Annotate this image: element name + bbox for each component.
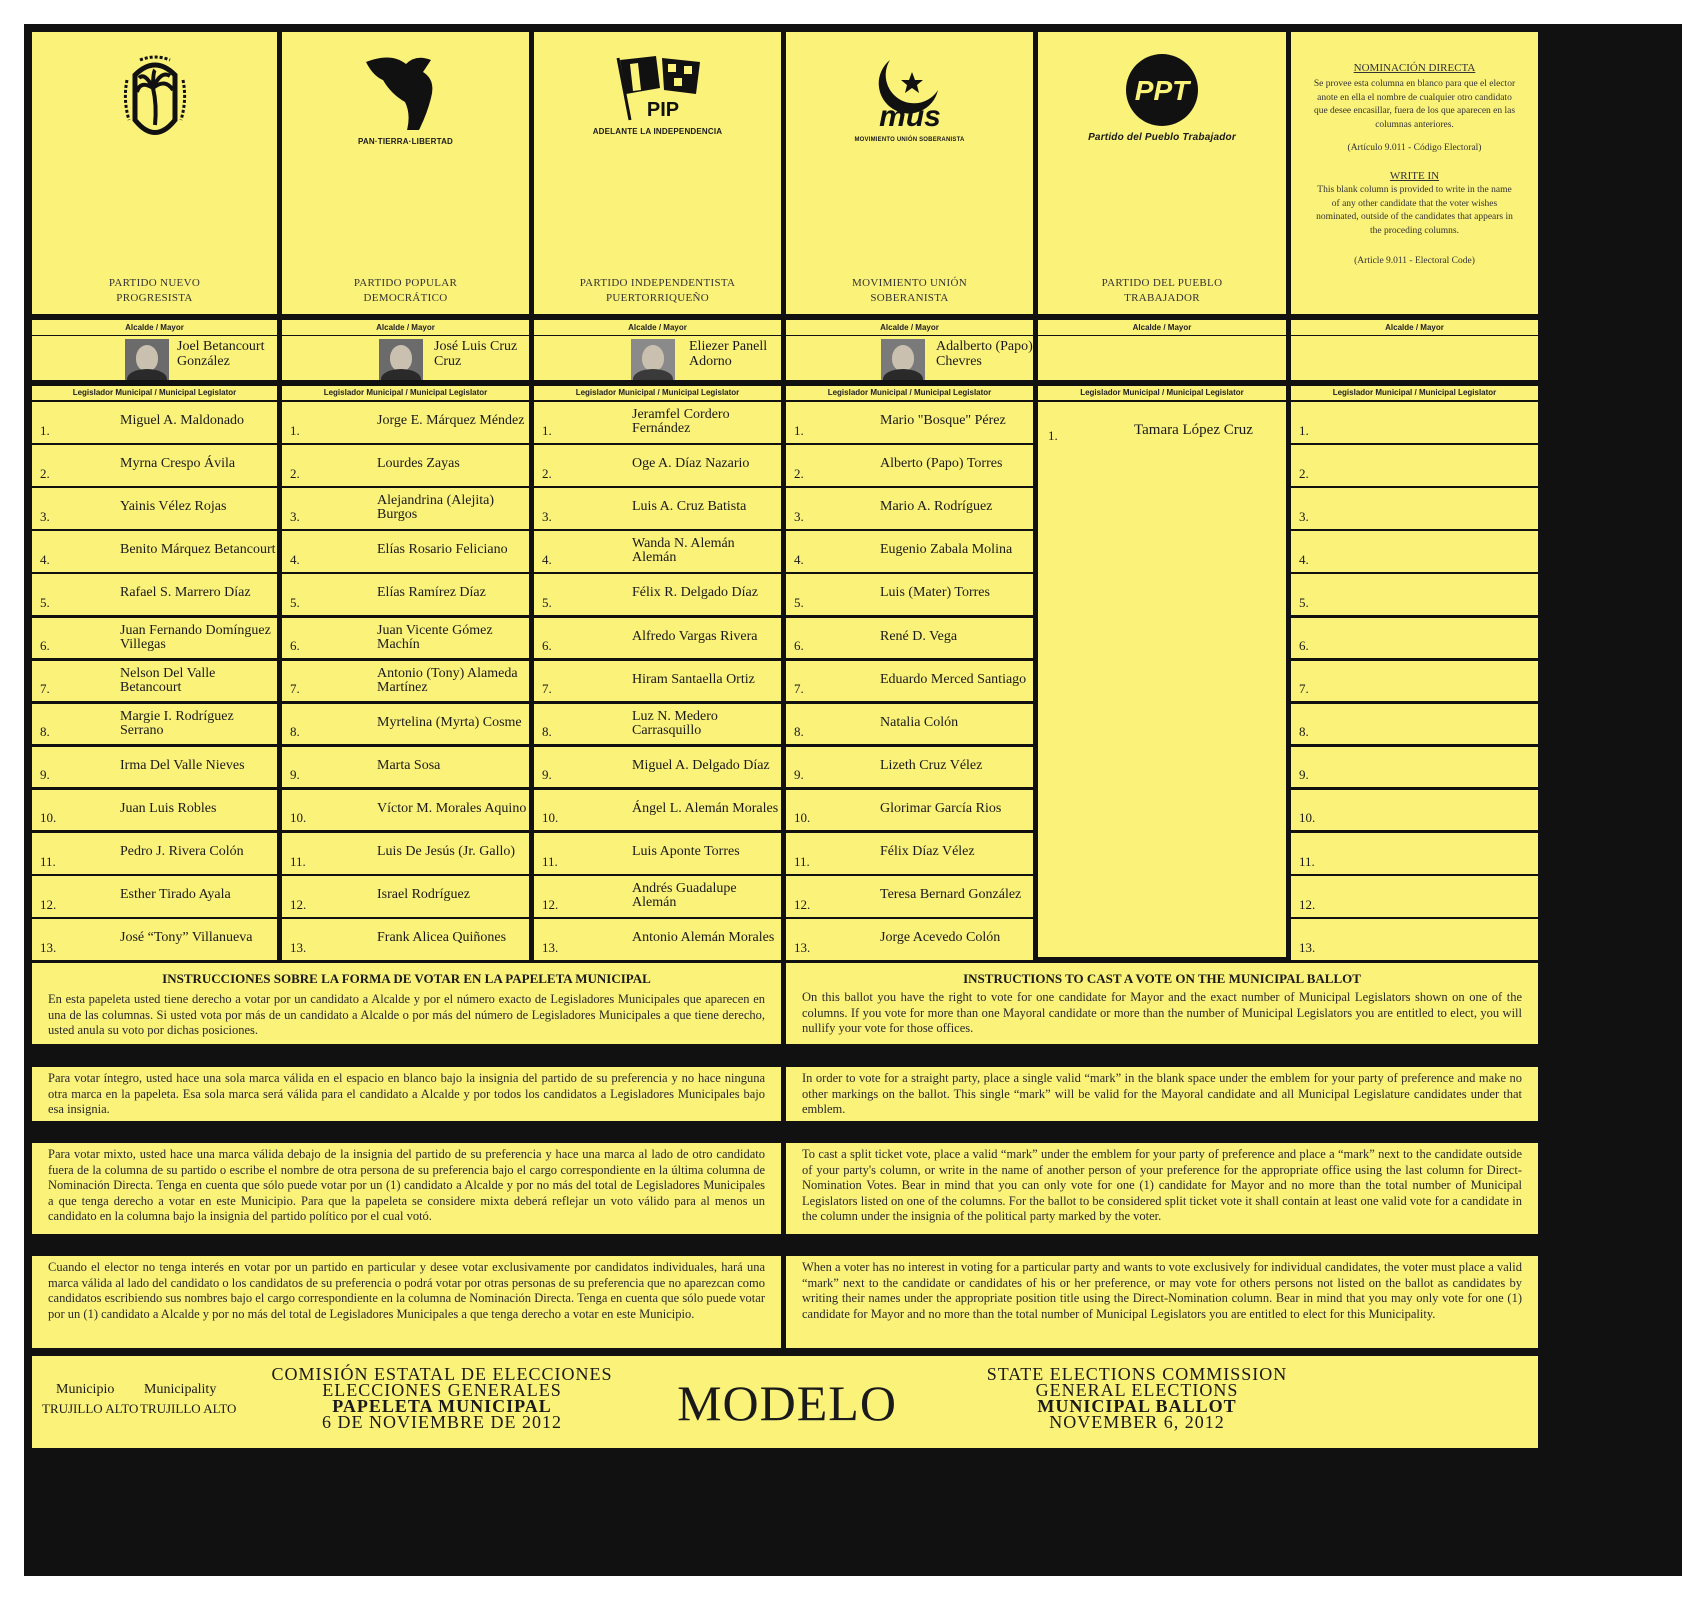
legislator-name: Félix Díaz Vélez [880,844,975,859]
municipality-value: TRUJILLO ALTO [140,1401,237,1416]
legislator-box[interactable] [282,402,529,443]
legislator-name: Nelson Del Valle Betancourt [120,665,216,695]
nomination-directa-header [1291,32,1538,314]
legislator-box[interactable] [1291,919,1538,960]
mayor-box-write-in[interactable] [1291,320,1538,380]
party-motto: MOVIMIENTO UNIÓN SOBERANISTA [854,137,965,143]
legislator-name: Myrna Crespo Ávila [120,456,236,472]
candidate-photo [631,339,675,380]
legislator-name: Lizeth Cruz Vélez [880,757,983,773]
legislator-box[interactable] [282,445,529,486]
party-name: PARTIDO NUEVO PROGRESISTA [108,277,201,304]
election-en: GENERAL ELECTIONS [1035,1380,1239,1400]
legislator-number: 8. [542,724,552,740]
model-watermark: MODELO [677,1375,897,1431]
instructions-title-en: INSTRUCTIONS TO CAST A VOTE ON THE MUNICIPAL BALLOT [963,971,1361,986]
legislator-box[interactable] [534,531,781,572]
legislator-name: Miguel A. Maldonado [120,413,245,428]
legislator-number: 7. [290,681,300,697]
palm-tree-icon [115,50,195,150]
nomination-text-es: Se provee esta columna en blanco para que el elector anote en ella el nombre de cualquier otro candidato que desee encasillar, fuera de los que aparecen en las columnas anteriores. [1313,79,1516,130]
mayor-box-pip[interactable] [534,320,781,380]
legislator-number: 13. [1299,939,1316,955]
legislator-box[interactable] [282,574,529,615]
party-motto: Partido del Pueblo Trabajador [1088,132,1236,143]
legislator-number: 13. [794,939,811,955]
legislator-box[interactable] [534,876,781,917]
legislator-number: 13. [542,939,559,955]
mayor-label: Alcalde / Mayor [1291,320,1538,336]
election-date-es: 6 DE NOVIEMBRE DE 2012 [322,1412,562,1432]
legislator-number: 3. [290,508,300,524]
mayor-box-ppd[interactable] [282,320,529,380]
party-name: MOVIMIENTO UNIÓN SOBERANISTA [852,277,967,304]
legislator-name: Víctor M. Morales Aquino [377,800,527,816]
legislator-number: 7. [1299,681,1309,697]
legislator-box[interactable] [786,790,1033,831]
instruction-paragraph: En esta papeleta usted tiene derecho a votar por un candidato a Alcalde y por el número exacto de Legisladores Municipales que aparecen en una de las columnas. Si usted vota por más de un candidato a Alcalde o por más del número de Legisladores Municipales a que tiene derecho, usted anula su voto por dichas posiciones. [48,992,765,1037]
candidate-photo [379,339,423,380]
legislator-number: 1. [794,422,804,438]
ppt-logo [1038,50,1286,170]
legislator-box[interactable] [1291,531,1538,572]
nomination-ref-es: (Artículo 9.011 - Código Electoral) [1347,143,1482,153]
legislator-box[interactable] [282,919,529,960]
legislator-name: Luz N. Medero Carrasquillo [632,708,718,738]
party-motto: ADELANTE LA INDEPENDENCIA [592,127,723,136]
legislator-number: 2. [1299,465,1309,481]
party-motto: PAN·TIERRA·LIBERTAD [357,137,454,146]
ballot-type-en: MUNICIPAL BALLOT [1037,1396,1237,1416]
legislator-name: Jorge Acevedo Colón [880,930,1001,946]
legislator-number: 9. [290,767,300,783]
mayor-box-mus[interactable] [786,320,1033,380]
party-name: PARTIDO POPULAR DEMOCRÁTICO [353,277,458,304]
mayor-label: Alcalde / Mayor [282,320,529,336]
legislator-box[interactable] [32,661,277,702]
legislator-name: Luis Aponte Torres [632,844,740,859]
legislator-name: Yainis Vélez Rojas [120,499,227,515]
legislator-name: Antonio Alemán Morales [632,930,775,946]
legislator-name: Teresa Bernard González [880,887,1022,903]
legislator-name: Miguel A. Delgado Díaz [632,757,770,773]
election-es: ELECCIONES GENERALES [322,1380,562,1400]
mayor-label: Alcalde / Mayor [1038,320,1286,336]
legislator-number: 8. [794,724,804,740]
legislator-name: Elías Rosario Feliciano [377,542,508,558]
municipio-label: Municipio [56,1382,115,1397]
legislator-header: Legislador Municipal / Municipal Legislator [1291,386,1538,400]
legislator-box[interactable] [32,402,277,443]
legislator-number: 6. [1299,638,1309,654]
legislator-number: 10. [40,810,57,826]
legislator-box[interactable] [282,661,529,702]
legislator-number: 1. [40,422,50,438]
legislator-box[interactable] [786,445,1033,486]
legislator-box[interactable] [32,876,277,917]
instructions-en-4 [786,1256,1538,1348]
legislator-number: 3. [1299,508,1309,524]
ppd-logo [282,50,529,170]
legislator-number: 8. [290,724,300,740]
legislator-name: Jorge E. Márquez Méndez [377,413,525,428]
legislator-box[interactable] [1291,790,1538,831]
legislator-number: 11. [1299,853,1315,869]
party-column-mus[interactable] [786,32,1033,314]
svg-text:PPT: PPT [1134,75,1190,106]
legislator-box[interactable] [534,704,781,745]
legislator-box[interactable] [32,833,277,874]
legislator-name: Rafael S. Marrero Díaz [120,585,251,601]
legislator-name: Frank Alicea Quiñones [377,930,507,946]
mus-crescent-icon [860,50,960,135]
legislator-number: 6. [542,638,552,654]
mayor-candidate-name: Joel Betancourt González [177,339,265,369]
legislator-box[interactable] [534,445,781,486]
legislator-number: 10. [794,810,811,826]
instruction-paragraph: When a voter has no interest in voting for a particular party and wants to vote exclusively for individual candidates, the voter must place a valid “mark” next to the candidate or candidates of his or her preference, or may vote for others persons not listed on the ballot as candidates by writing their names under the appropriate position title using the Direct-Nomination column. Bear in mind that you may only vote for one (1) candidate for Mayor and no more than the total number of Municipal Legislators you are entitled to elect for this Municipality. [802,1260,1522,1321]
mayor-label: Alcalde / Mayor [32,320,277,336]
legislator-number: 12. [542,896,559,912]
mayor-label: Alcalde / Mayor [534,320,781,336]
legislator-header: Legislador Municipal / Municipal Legislator [786,386,1033,400]
legislator-name: Marta Sosa [377,757,441,773]
legislator-number: 8. [1299,724,1309,740]
legislator-name: Mario A. Rodríguez [880,499,993,515]
legislator-name: Luis A. Cruz Batista [632,499,747,515]
legislator-name: Elías Ramírez Díaz [377,585,486,601]
legislator-box[interactable] [534,618,781,659]
legislator-box[interactable] [786,488,1033,529]
legislator-name: Félix R. Delgado Díaz [632,585,758,601]
legislator-name: Alfredo Vargas Rivera [632,628,758,644]
legislator-number: 12. [1299,896,1316,912]
legislator-box[interactable] [786,876,1033,917]
party-column-pip[interactable] [534,32,781,314]
legislator-name: Israel Rodríguez [377,887,470,903]
party-column-pnp[interactable] [32,32,277,314]
svg-text:mus: mus [878,100,941,133]
legislator-number: 12. [290,896,307,912]
commission-es: COMISIÓN ESTATAL DE ELECCIONES [271,1364,613,1384]
legislator-box[interactable] [1291,876,1538,917]
instructions-en-1 [786,963,1538,1044]
legislator-number: 10. [542,810,559,826]
legislator-box[interactable] [282,618,529,659]
legislator-number: 7. [40,681,50,697]
party-column-ppt[interactable] [1038,32,1286,314]
legislator-name: Tamara López Cruz [1134,422,1253,438]
legislator-box[interactable] [786,531,1033,572]
legislator-name: Natalia Colón [880,714,959,730]
legislator-box[interactable] [786,747,1033,788]
legislator-number: 3. [40,508,50,524]
legislator-name: Eugenio Zabala Molina [880,542,1013,558]
legislator-name: Ángel L. Alemán Morales [632,800,779,816]
instructions-es-1 [32,963,781,1044]
legislator-number: 10. [290,810,307,826]
legislator-number: 5. [40,594,50,610]
legislator-box[interactable] [1291,833,1538,874]
legislator-box[interactable] [32,704,277,745]
legislator-box[interactable] [32,445,277,486]
legislator-box[interactable] [1291,747,1538,788]
legislator-box[interactable] [1291,618,1538,659]
legislator-box[interactable] [32,747,277,788]
legislator-box[interactable] [786,919,1033,960]
legislator-number: 4. [1299,551,1309,567]
legislator-number: 13. [290,939,307,955]
mayor-box-ppt[interactable] [1038,320,1286,380]
instructions-es-3 [32,1143,781,1234]
legislator-box[interactable] [32,790,277,831]
legislator-name: Esther Tirado Ayala [120,887,231,903]
legislator-number: 12. [40,896,57,912]
legislator-name: Antonio (Tony) Alameda Martínez [377,665,518,695]
instructions-en-3 [786,1143,1538,1234]
legislator-box[interactable] [282,833,529,874]
legislator-name: Glorimar García Rios [880,800,1002,816]
legislator-name: Benito Márquez Betancourt [120,542,276,558]
instructions-en-2 [786,1067,1538,1121]
legislator-header: Legislador Municipal / Municipal Legislator [1038,386,1286,400]
legislator-name: Myrtelina (Myrta) Cosme [377,714,522,730]
legislator-number: 3. [542,508,552,524]
legislator-number: 4. [290,551,300,567]
legislator-box[interactable] [32,919,277,960]
instructions-es-2 [32,1067,781,1121]
party-name: PARTIDO DEL PUEBLO TRABAJADOR [1101,277,1223,304]
mayor-candidate-name: Eliezer Panell Adorno [689,339,768,369]
legislator-number: 5. [290,594,300,610]
legislator-name: Juan Vicente Gómez Machín [377,622,493,652]
legislator-number: 5. [1299,594,1309,610]
nomination-text-en: This blank column is provided to write in the name of any other candidate that the voter wishes nominated, outside of the candidates that appears in the proceding columns. [1316,185,1513,236]
legislator-box[interactable] [534,574,781,615]
legislator-name: Luis (Mater) Torres [880,585,990,601]
legislator-number: 4. [542,551,552,567]
legislator-name: Oge A. Díaz Nazario [632,456,750,472]
legislator-box[interactable] [786,704,1033,745]
legislator-box[interactable] [32,531,277,572]
legislator-box[interactable] [534,661,781,702]
legislator-box-ppt[interactable] [1038,402,1286,957]
legislator-number: 2. [794,465,804,481]
legislator-number: 6. [794,638,804,654]
legislator-number: 7. [542,681,552,697]
legislator-box[interactable] [534,919,781,960]
legislator-box[interactable] [282,488,529,529]
legislator-box[interactable] [32,488,277,529]
mus-logo [786,50,1033,170]
legislator-number: 11. [40,853,56,869]
ballot-footer [32,1356,1538,1448]
legislator-number: 1. [1299,422,1309,438]
legislator-number: 1. [290,422,300,438]
legislator-box[interactable] [1291,445,1538,486]
legislator-name: Juan Luis Robles [120,800,217,816]
legislator-number: 11. [290,853,306,869]
legislator-number: 11. [542,853,558,869]
election-date-en: NOVEMBER 6, 2012 [1049,1412,1225,1432]
legislator-name: Andrés Guadalupe Alemán [632,881,737,911]
legislator-box[interactable] [786,661,1033,702]
legislator-name: Pedro J. Rivera Colón [120,844,244,859]
svg-text:PIP: PIP [646,99,679,121]
legislator-name: René D. Vega [880,628,958,644]
instruction-paragraph: To cast a split ticket vote, place a valid “mark” under the emblem for your party of preference and place a “mark” next to the candidate outside of your party's column, or write in the name of another person of your preference for the appropriate office using the last column for Direct-Nomination Votes. Bear in mind that you can only vote for one (1) candidate for Mayor and no more than the total number of Municipal Legislators listed on one of the columns. For the ballot to be considered split ticket vote it shall contain at least one valid vote for a candidate in the column under the insignia of the political party marked by the voter. [802,1147,1522,1223]
legislator-box[interactable] [282,747,529,788]
legislator-name: Hiram Santaella Ortiz [632,671,755,687]
legislator-name: Luis De Jesús (Jr. Gallo) [377,844,516,859]
legislator-name: José “Tony” Villanueva [120,930,253,946]
legislator-box[interactable] [534,790,781,831]
legislator-number: 2. [290,465,300,481]
ppt-circle-icon [1122,50,1202,130]
legislator-number: 2. [40,465,50,481]
legislator-box[interactable] [1291,704,1538,745]
legislator-name: Wanda N. Alemán Alemán [632,536,735,566]
instruction-paragraph: On this ballot you have the right to vote for one candidate for Mayor and the exact number of Municipal Legislators shown on one of the columns. If you vote for more than one Mayoral candidate or more than the number of Municipal Legislators you are entitled to elect, you will nullify your vote for those offices. [802,990,1522,1035]
legislator-number: 4. [40,551,50,567]
pip-logo [534,50,781,170]
municipality-label: Municipality [144,1382,217,1397]
party-name: PARTIDO INDEPENDENTISTA PUERTORRIQUEÑO [579,277,736,304]
legislator-name: Juan Fernando Domínguez Villegas [120,622,271,652]
nomination-title-en: WRITE IN [1389,170,1440,182]
legislator-box[interactable] [1291,402,1538,443]
instruction-paragraph: Cuando el elector no tenga interés en votar por un partido en particular y desee votar exclusivamente por candidatos individuales, hará una marca válida al lado del candidato o los candidatos de su preferencia o podrá votar por otras personas de su preferencia que no aparezcan como candidatos escribiendo sus nombres bajo el cargo correspondiente en la columna de Nominación Directa. Tenga en cuenta que sólo puede votar por un (1) candidato a Alcalde y por no más del total de Legisladores Municipales a que tenga derecho a votar en este Municipio. [48,1260,765,1321]
legislator-number: 6. [40,638,50,654]
mayor-box-pnp[interactable] [32,320,277,380]
legislator-box[interactable] [282,876,529,917]
legislator-number: 10. [1299,810,1316,826]
legislator-name: Lourdes Zayas [377,456,460,472]
nomination-ref-en: (Article 9.011 - Electoral Code) [1354,256,1475,266]
legislator-name: Alejandrina (Alejita) Burgos [377,493,495,523]
ballot [24,24,1682,1576]
legislator-name: Alberto (Papo) Torres [880,456,1003,472]
legislator-header: Legislador Municipal / Municipal Legislator [534,386,781,400]
legislator-box[interactable] [32,574,277,615]
legislator-box[interactable] [32,618,277,659]
legislator-number: 12. [794,896,811,912]
party-column-ppd[interactable] [282,32,529,314]
legislator-box[interactable] [534,747,781,788]
legislator-box[interactable] [534,402,781,443]
legislator-number: 5. [794,594,804,610]
legislator-name: Mario "Bosque" Pérez [880,413,1006,428]
legislator-number: 4. [794,551,804,567]
pnp-logo [32,50,277,170]
instruction-paragraph: In order to vote for a straight party, place a single valid “mark” in the blank space under the emblem for your party of preference and make no other markings on the ballot. This single “mark” will be valid for the Mayoral candidate and all Municipal Legislature candidates under that emblem. [802,1071,1522,1116]
legislator-box[interactable] [282,704,529,745]
instructions-title-es: INSTRUCCIONES SOBRE LA FORMA DE VOTAR EN LA PAPELETA MUNICIPAL [162,971,651,986]
legislator-box[interactable] [786,833,1033,874]
ballot-type-es: PAPELETA MUNICIPAL [332,1396,552,1416]
legislator-number: 3. [794,508,804,524]
legislator-number: 5. [542,594,552,610]
legislator-number: 6. [290,638,300,654]
legislator-box[interactable] [534,488,781,529]
commission-en: STATE ELECTIONS COMMISSION [986,1364,1288,1384]
legislator-header: Legislador Municipal / Municipal Legislator [282,386,529,400]
legislator-number: 7. [794,681,804,697]
legislator-number: 9. [40,767,50,783]
legislator-number: 13. [40,939,57,955]
legislator-name: Eduardo Merced Santiago [880,671,1027,687]
legislator-box[interactable] [786,574,1033,615]
instruction-paragraph: Para votar íntegro, usted hace una sola marca válida en el espacio en blanco bajo la insignia del partido de su preferencia y no hace ninguna otra marca en la papeleta. Esa sola marca será válida para el candidato a Alcalde y por todos los candidatos a Legisladores Municipales bajo esa insignia. [48,1071,765,1116]
legislator-name: Irma Del Valle Nieves [120,757,245,773]
municipio-value: TRUJILLO ALTO [42,1401,139,1416]
jibaro-icon [361,50,451,135]
legislator-number: 1. [542,422,552,438]
legislator-number: 8. [40,724,50,740]
nomination-title-es: NOMINACIÓN DIRECTA [1353,62,1476,74]
pip-flag-icon [608,50,708,125]
legislator-number: 9. [542,767,552,783]
candidate-photo [125,339,169,380]
mayor-candidate-name: José Luis Cruz Cruz [434,339,518,369]
instructions-es-4 [32,1256,781,1348]
legislator-name: Margie I. Rodríguez Serrano [120,708,234,738]
legislator-box[interactable] [786,618,1033,659]
legislator-box[interactable] [1291,488,1538,529]
legislator-box[interactable] [534,833,781,874]
candidate-photo [881,339,925,380]
legislator-box[interactable] [1291,574,1538,615]
legislator-number: 9. [1299,767,1309,783]
legislator-box[interactable] [786,402,1033,443]
legislator-number: 11. [794,853,810,869]
instruction-paragraph: Para votar mixto, usted hace una marca válida debajo de la insignia del partido de su preferencia y hace una marca al lado de otro candidato fuera de la columna de su partido o escribe el nombre de otra persona de su preferencia bajo el cargo correspondiente en la última columna de Nominación Directa. Tenga en cuenta que sólo puede votar por un (1) candidato a Alcalde y por no más del total de Legisladores Municipales a que tenga derecho a votar en este Municipio. Para que la papeleta se considere mixta deberá reflejar un voto válido para al menos un candidato en la columna bajo la insignia del partido político por el cual votó. [48,1147,765,1223]
legislator-number: 9. [794,767,804,783]
legislator-number: 1. [1048,428,1058,443]
legislator-box[interactable] [1291,661,1538,702]
legislator-number: 2. [542,465,552,481]
mayor-candidate-name: Adalberto (Papo) Chevres [936,339,1033,369]
legislator-box[interactable] [282,790,529,831]
legislator-box[interactable] [282,531,529,572]
mayor-label: Alcalde / Mayor [786,320,1033,336]
legislator-header: Legislador Municipal / Municipal Legislator [32,386,277,400]
legislator-name: Jeramfel Cordero Fernández [632,407,730,436]
